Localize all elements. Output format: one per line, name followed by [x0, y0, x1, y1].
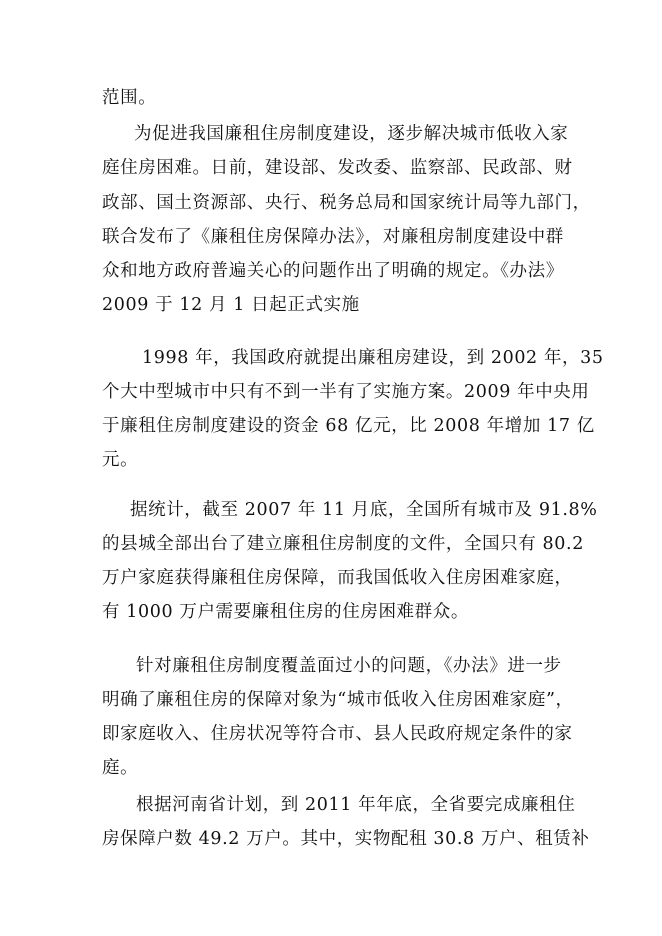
- text-line: 据统计，截至 2007 年 11 月底，全国所有城市及 91.8%: [130, 500, 598, 520]
- text-line: 房保障户数 49.2 万户。其中，实物配租 30.8 万户、租赁补: [102, 829, 590, 849]
- text-line: 即家庭收入、住房状况等符合市、县人民政府规定条件的家: [102, 724, 573, 744]
- text-line: 1998 年，我国政府就提出廉租房建设，到 2002 年，35: [142, 348, 604, 368]
- text-line: 政部、国土资源部、央行、税务总局和国家统计局等九部门，: [102, 193, 591, 213]
- text-line: 的县城全部出台了建立廉租住房制度的文件，全国只有 80.2: [102, 534, 584, 554]
- text-line: 个大中型城市中只有不到一半有了实施方案。2009 年中央用: [102, 382, 590, 402]
- text-line: 元。: [102, 450, 139, 470]
- text-line: 有 1000 万户需要廉租住房的住房困难群众。: [102, 602, 469, 622]
- text-line: 众和地方政府普遍关心的问题作出了明确的规定。《办法》: [102, 261, 564, 281]
- text-line: 2009 于 12 月 1 日起正式实施: [102, 295, 360, 315]
- text-line: 庭。: [102, 758, 139, 778]
- text-line: 庭住房困难。日前，建设部、发改委、监察部、民政部、财: [102, 158, 573, 178]
- text-line: 明确了廉租住房的保障对象为“城市低收入住房困难家庭”，: [102, 690, 574, 710]
- text-line: 万户家庭获得廉租住房保障，而我国低收入住房困难家庭，: [102, 568, 573, 588]
- text-line: 针对廉租住房制度覆盖面过小的问题，《办法》进一步: [136, 656, 562, 676]
- text-line: 范围。: [102, 88, 157, 108]
- text-line: 于廉租住房制度建设的资金 68 亿元，比 2008 年增加 17 亿: [102, 416, 595, 436]
- text-line: 根据河南省计划，到 2011 年年底，全省要完成廉租住: [136, 795, 576, 815]
- text-line: 为促进我国廉租住房制度建设，逐步解决城市低收入家: [134, 124, 569, 144]
- text-line: 联合发布了《廉租住房保障办法》，对廉租房制度建设中群: [102, 227, 564, 247]
